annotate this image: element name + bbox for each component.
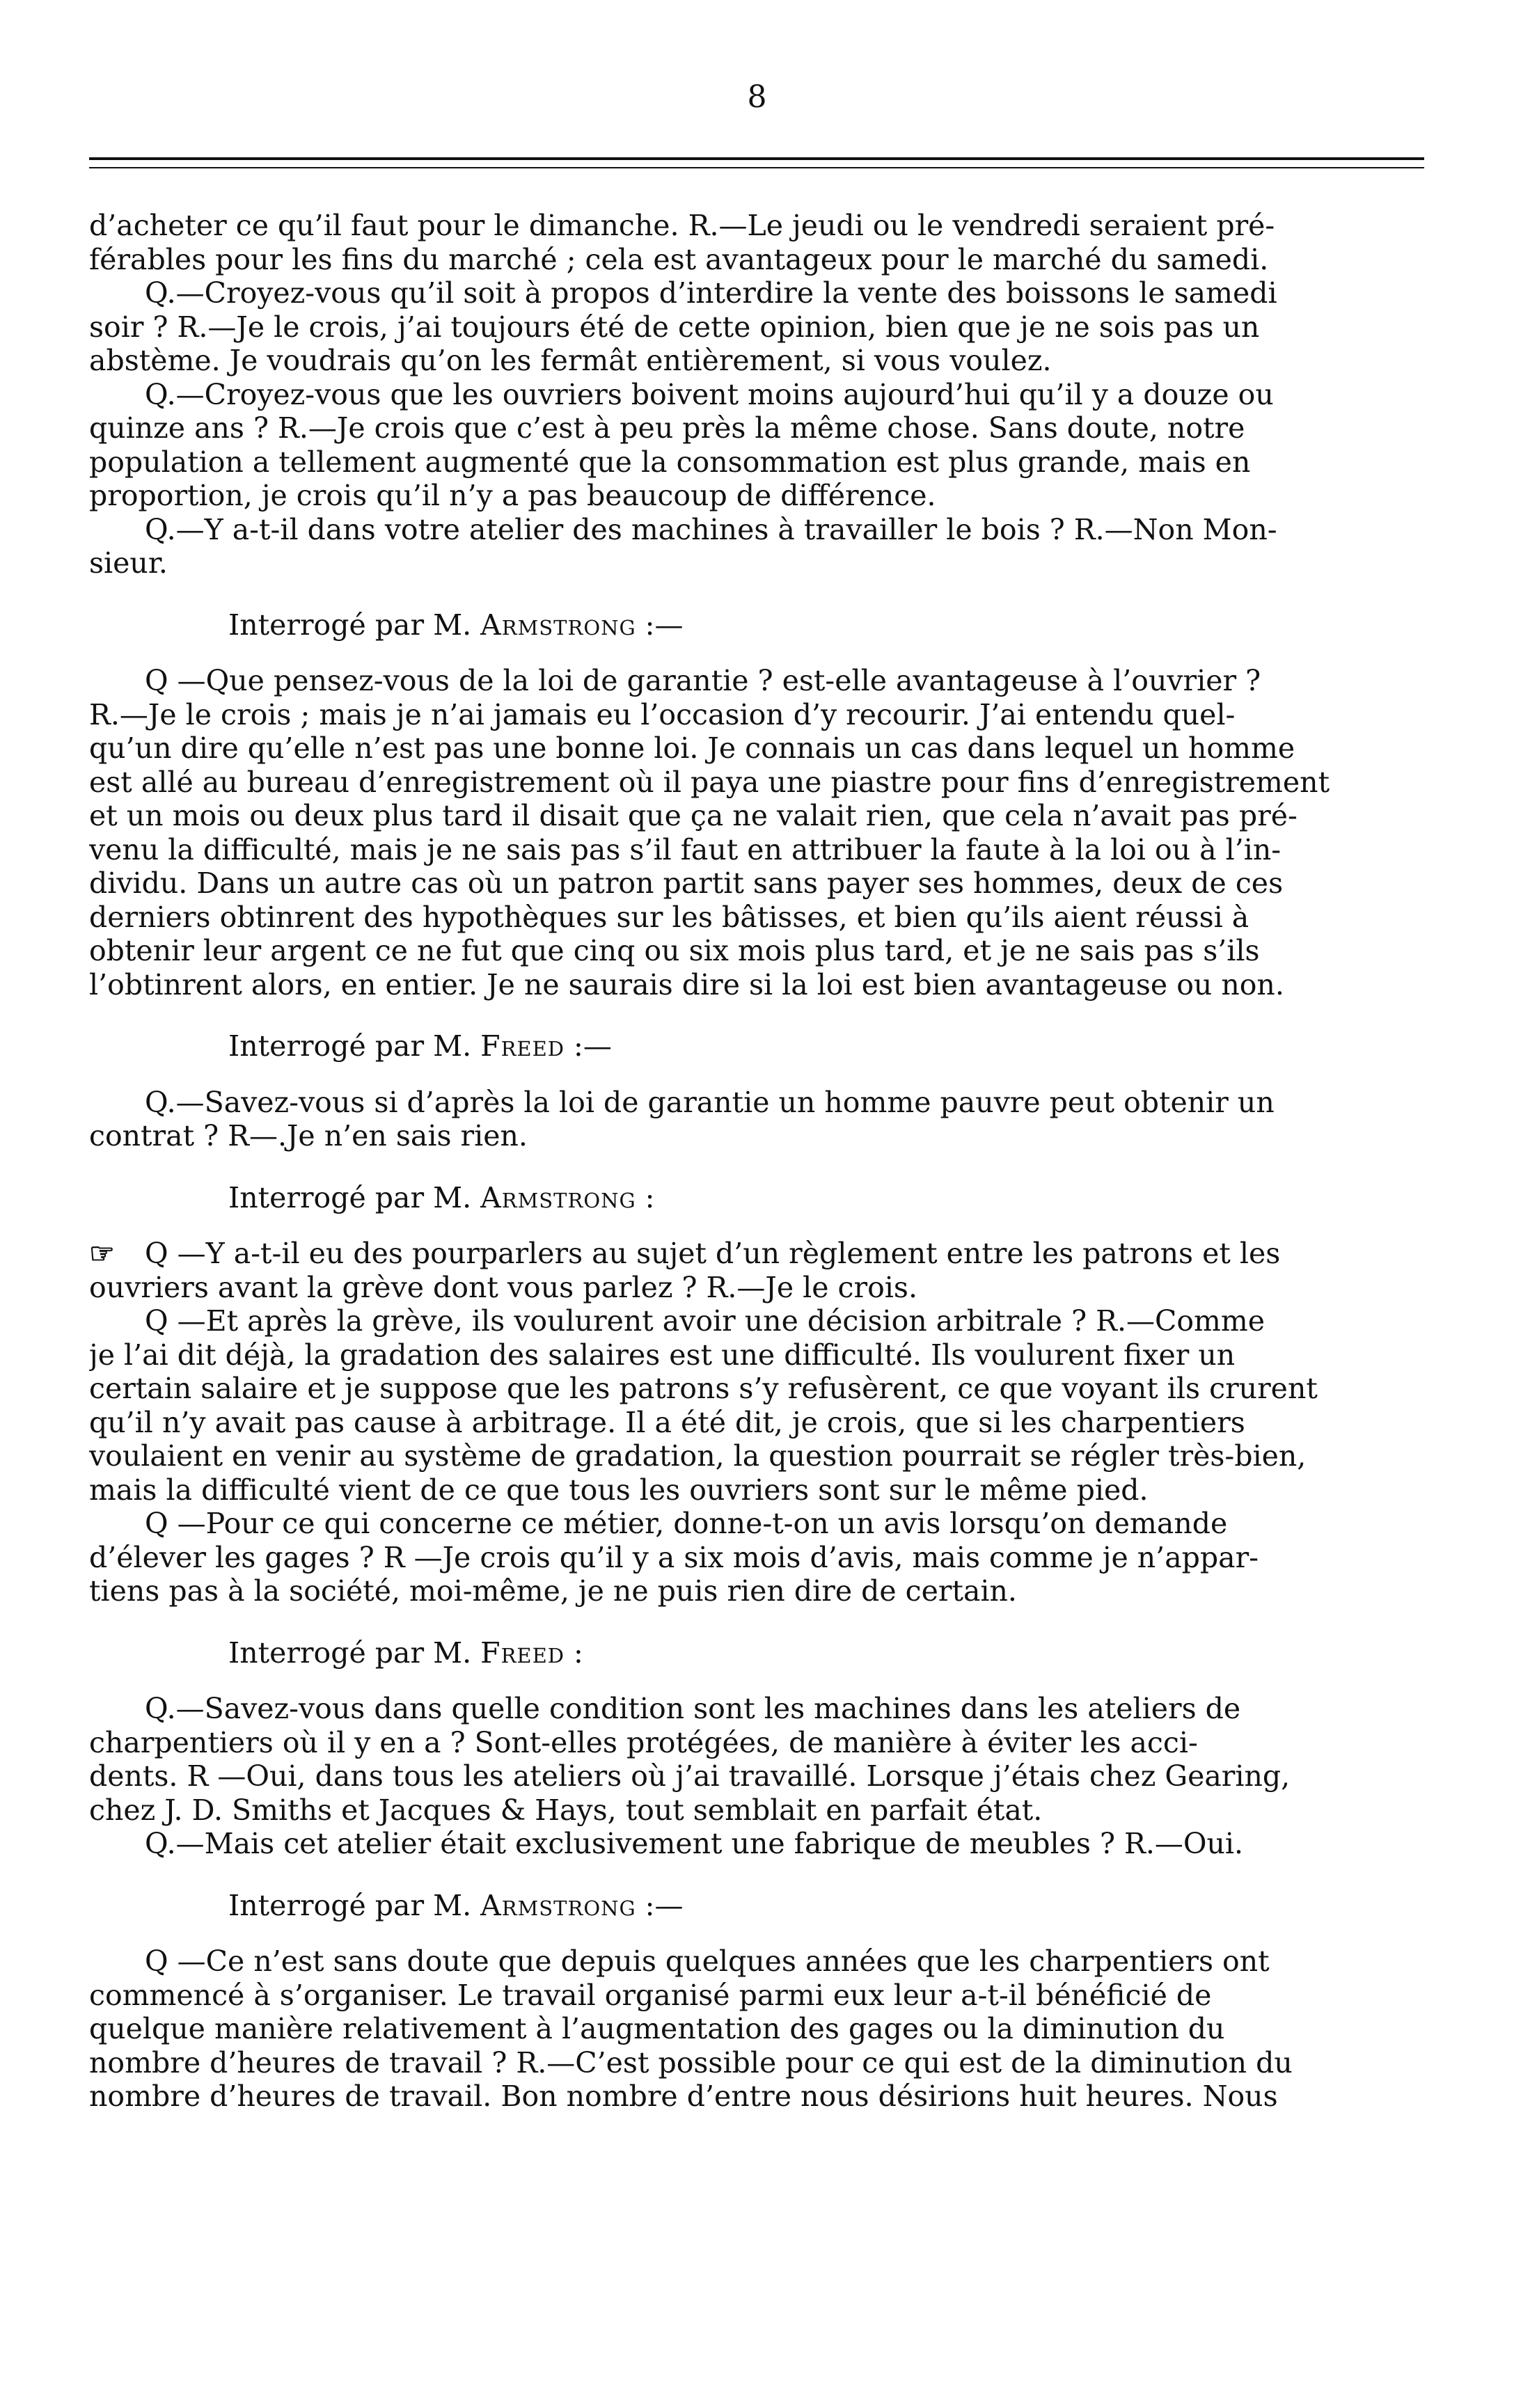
line-text: population a tellement augmenté que la consommation est plus grande, mais en	[89, 445, 1251, 479]
paragraph	[89, 1692, 1424, 1861]
text-line	[89, 1507, 1424, 1541]
header-rule-thin	[89, 167, 1424, 168]
text-line	[89, 276, 1424, 310]
line-text: nombre d’heures de travail ? R.—C’est possible pour ce qui est de la diminution du	[89, 2045, 1293, 2080]
text-line	[89, 766, 1424, 800]
interrogation-heading	[89, 1181, 1424, 1215]
line-text: Q —Y a-t-il eu des pourparlers au sujet d’un règlement entre les patrons et les	[145, 1237, 1281, 1270]
text-line	[89, 1574, 1424, 1608]
line-text: obtenir leur argent ce ne fut que cinq ou six mois plus tard, et je ne sais pas s’ils	[89, 934, 1260, 967]
line-text: tiens pas à la société, moi-même, je ne puis rien dire de certain.	[89, 1574, 1017, 1608]
text-line	[89, 1237, 1424, 1271]
text-line	[89, 1271, 1424, 1305]
line-text: qu’il n’y avait pas cause à arbitrage. Il a été dit, je crois, que si les charpentiers	[89, 1405, 1245, 1439]
line-text: contrat ? R—.Je n’en sais rien.	[89, 1119, 528, 1152]
examiner-name: Armstrong	[480, 608, 636, 642]
text-line	[89, 546, 1424, 580]
line-text: qu’un dire qu’elle n’est pas une bonne loi. Je connais un cas dans lequel un homme	[89, 731, 1295, 765]
text-line	[89, 1793, 1424, 1828]
line-text: venu la difficulté, mais je ne sais pas s’il faut en attribuer la faute à la loi ou à l’in-	[89, 832, 1282, 866]
page-number: 8	[747, 79, 767, 115]
text-line	[89, 901, 1424, 935]
text-line	[89, 1541, 1424, 1575]
line-text: Q —Ce n’est sans doute que depuis quelques années que les charpentiers ont	[145, 1944, 1270, 1978]
text-line	[89, 664, 1424, 698]
text-line	[89, 1439, 1424, 1473]
heading-prefix: Interrogé par M.	[228, 608, 481, 642]
text-line	[89, 698, 1424, 732]
line-text: charpentiers où il y en a ? Sont-elles protégées, de manière à éviter les acci-	[89, 1725, 1198, 1759]
text-line	[89, 479, 1424, 513]
line-text: Q —Pour ce qui concerne ce métier, donne-t-on un avis lorsqu’on demande	[145, 1507, 1228, 1540]
text-line	[89, 968, 1424, 1002]
line-text: Q.—Croyez-vous qu’il soit à propos d’interdire la vente des boissons le samedi	[145, 276, 1277, 310]
text-line	[89, 2080, 1424, 2114]
heading-prefix: Interrogé par M.	[228, 1888, 481, 1922]
heading-suffix: :	[565, 1635, 583, 1670]
text-line	[89, 378, 1424, 412]
heading-suffix: :	[636, 1180, 655, 1214]
line-text: je l’ai dit déjà, la gradation des salaires est une difficulté. Ils voulurent fixer un	[89, 1338, 1236, 1372]
line-text: l’obtinrent alors, en entier. Je ne saurais dire si la loi est bien avantageuse ou non.	[89, 967, 1284, 1001]
line-text: quelque manière relativement à l’augmentation des gages ou la diminution du	[89, 2012, 1225, 2045]
pointing-hand-icon: ☞	[89, 1237, 115, 1270]
interrogation-heading	[89, 1636, 1424, 1670]
text-line	[89, 1086, 1424, 1120]
line-text: Q.—Croyez-vous que les ouvriers boivent moins aujourd’hui qu’il y a douze ou	[145, 377, 1274, 411]
text-line	[89, 1372, 1424, 1406]
line-text: Q —Et après la grève, ils voulurent avoir une décision arbitrale ? R.—Comme	[145, 1304, 1265, 1338]
line-text: Q.—Savez-vous dans quelle condition sont les machines dans les ateliers de	[145, 1692, 1241, 1725]
line-text: derniers obtinrent des hypothèques sur les bâtisses, et bien qu’ils aient réussi à	[89, 900, 1249, 934]
line-text: Q.—Y a-t-il dans votre atelier des machines à travailler le bois ? R.—Non Mon-	[145, 512, 1277, 546]
header-rule-thick	[89, 157, 1424, 160]
examiner-name: Armstrong	[480, 1180, 636, 1214]
text-line	[89, 1406, 1424, 1440]
text-line	[89, 799, 1424, 833]
text-line	[89, 1338, 1424, 1372]
text-line	[89, 731, 1424, 766]
text-line	[89, 1759, 1424, 1793]
text-line	[89, 934, 1424, 968]
text-line	[89, 209, 1424, 243]
text-line	[89, 1944, 1424, 1979]
line-text: certain salaire et je suppose que les patrons s’y refusèrent, ce que voyant ils crurent	[89, 1372, 1318, 1405]
text-line	[89, 411, 1424, 445]
text-line	[89, 2046, 1424, 2080]
text-line	[89, 344, 1424, 378]
interrogation-heading	[89, 608, 1424, 642]
line-text: dents. R —Oui, dans tous les ateliers où j’ai travaillé. Lorsque j’étais chez Gearing,	[89, 1759, 1291, 1793]
line-text: nombre d’heures de travail. Bon nombre d’entre nous désirions huit heures. Nous	[89, 2080, 1278, 2113]
text-line	[89, 243, 1424, 277]
text-line	[89, 513, 1424, 547]
body-text	[89, 209, 1424, 2114]
line-text: mais la difficulté vient de ce que tous les ouvriers sont sur le même pied.	[89, 1473, 1149, 1507]
heading-prefix: Interrogé par M.	[228, 1180, 481, 1214]
line-text: chez J. D. Smiths et Jacques & Hays, tout semblait en parfait état.	[89, 1793, 1043, 1827]
line-text: est allé au bureau d’enregistrement où il paya une piastre pour fins d’enregistrement	[89, 765, 1330, 799]
paragraph	[89, 1944, 1424, 2114]
interrogation-heading	[89, 1029, 1424, 1063]
line-text: férables pour les fins du marché ; cela est avantageux pour le marché du samedi.	[89, 242, 1269, 276]
text-line	[89, 2012, 1424, 2046]
examiner-name: Freed	[480, 1635, 565, 1670]
text-line	[89, 1473, 1424, 1507]
line-text: R.—Je le crois ; mais je n’ai jamais eu l’occasion d’y recourir. J’ai entendu quel-	[89, 697, 1236, 731]
text-line	[89, 1692, 1424, 1726]
text-line	[89, 1827, 1424, 1861]
line-text: ouvriers avant la grève dont vous parlez ? R.—Je le crois.	[89, 1270, 917, 1304]
examiner-name: Freed	[480, 1029, 565, 1063]
heading-prefix: Interrogé par M.	[228, 1029, 481, 1063]
heading-prefix: Interrogé par M.	[228, 1635, 481, 1670]
heading-suffix: :—	[636, 1888, 684, 1922]
examiner-name: Armstrong	[480, 1888, 636, 1922]
text-line	[89, 1726, 1424, 1760]
text-line	[89, 1979, 1424, 2013]
line-text: soir ? R.—Je le crois, j’ai toujours été de cette opinion, bien que je ne sois pas un	[89, 310, 1260, 344]
interrogation-heading	[89, 1889, 1424, 1923]
line-text: commencé à s’organiser. Le travail organisé parmi eux leur a-t-il bénéficié de	[89, 1978, 1212, 2012]
line-text: voulaient en venir au système de gradation, la question pourrait se régler très-bien,	[89, 1439, 1307, 1473]
line-text: proportion, je crois qu’il n’y a pas beaucoup de différence.	[89, 479, 936, 512]
heading-suffix: :—	[565, 1029, 612, 1063]
line-text: dividu. Dans un autre cas où un patron partit sans payer ses hommes, deux de ces	[89, 866, 1284, 900]
paragraph	[89, 1237, 1424, 1608]
paragraph	[89, 209, 1424, 580]
line-text: d’acheter ce qu’il faut pour le dimanche. R.—Le jeudi ou le vendredi seraient pré-	[89, 209, 1275, 242]
text-line	[89, 866, 1424, 901]
paragraph	[89, 664, 1424, 1001]
text-line	[89, 833, 1424, 867]
line-text: d’élever les gages ? R —Je crois qu’il y a six mois d’avis, mais comme je n’appar-	[89, 1540, 1259, 1574]
line-text: abstème. Je voudrais qu’on les fermât entièrement, si vous voulez.	[89, 344, 1052, 377]
line-text: Q.—Mais cet atelier était exclusivement une fabrique de meubles ? R.—Oui.	[145, 1827, 1244, 1860]
heading-suffix: :—	[636, 608, 684, 642]
line-text: quinze ans ? R.—Je crois que c’est à peu près la même chose. Sans doute, notre	[89, 411, 1245, 445]
paragraph	[89, 1086, 1424, 1153]
text-line	[89, 310, 1424, 344]
text-line	[89, 445, 1424, 480]
line-text: Q.—Savez-vous si d’après la loi de garantie un homme pauvre peut obtenir un	[145, 1085, 1275, 1119]
text-line	[89, 1119, 1424, 1153]
text-line	[89, 1304, 1424, 1338]
line-text: Q —Que pensez-vous de la loi de garantie ? est-elle avantageuse à l’ouvrier ?	[145, 664, 1261, 697]
line-text: et un mois ou deux plus tard il disait que ça ne valait rien, que cela n’avait pas pré-	[89, 799, 1298, 832]
line-text: sieur.	[89, 546, 168, 580]
